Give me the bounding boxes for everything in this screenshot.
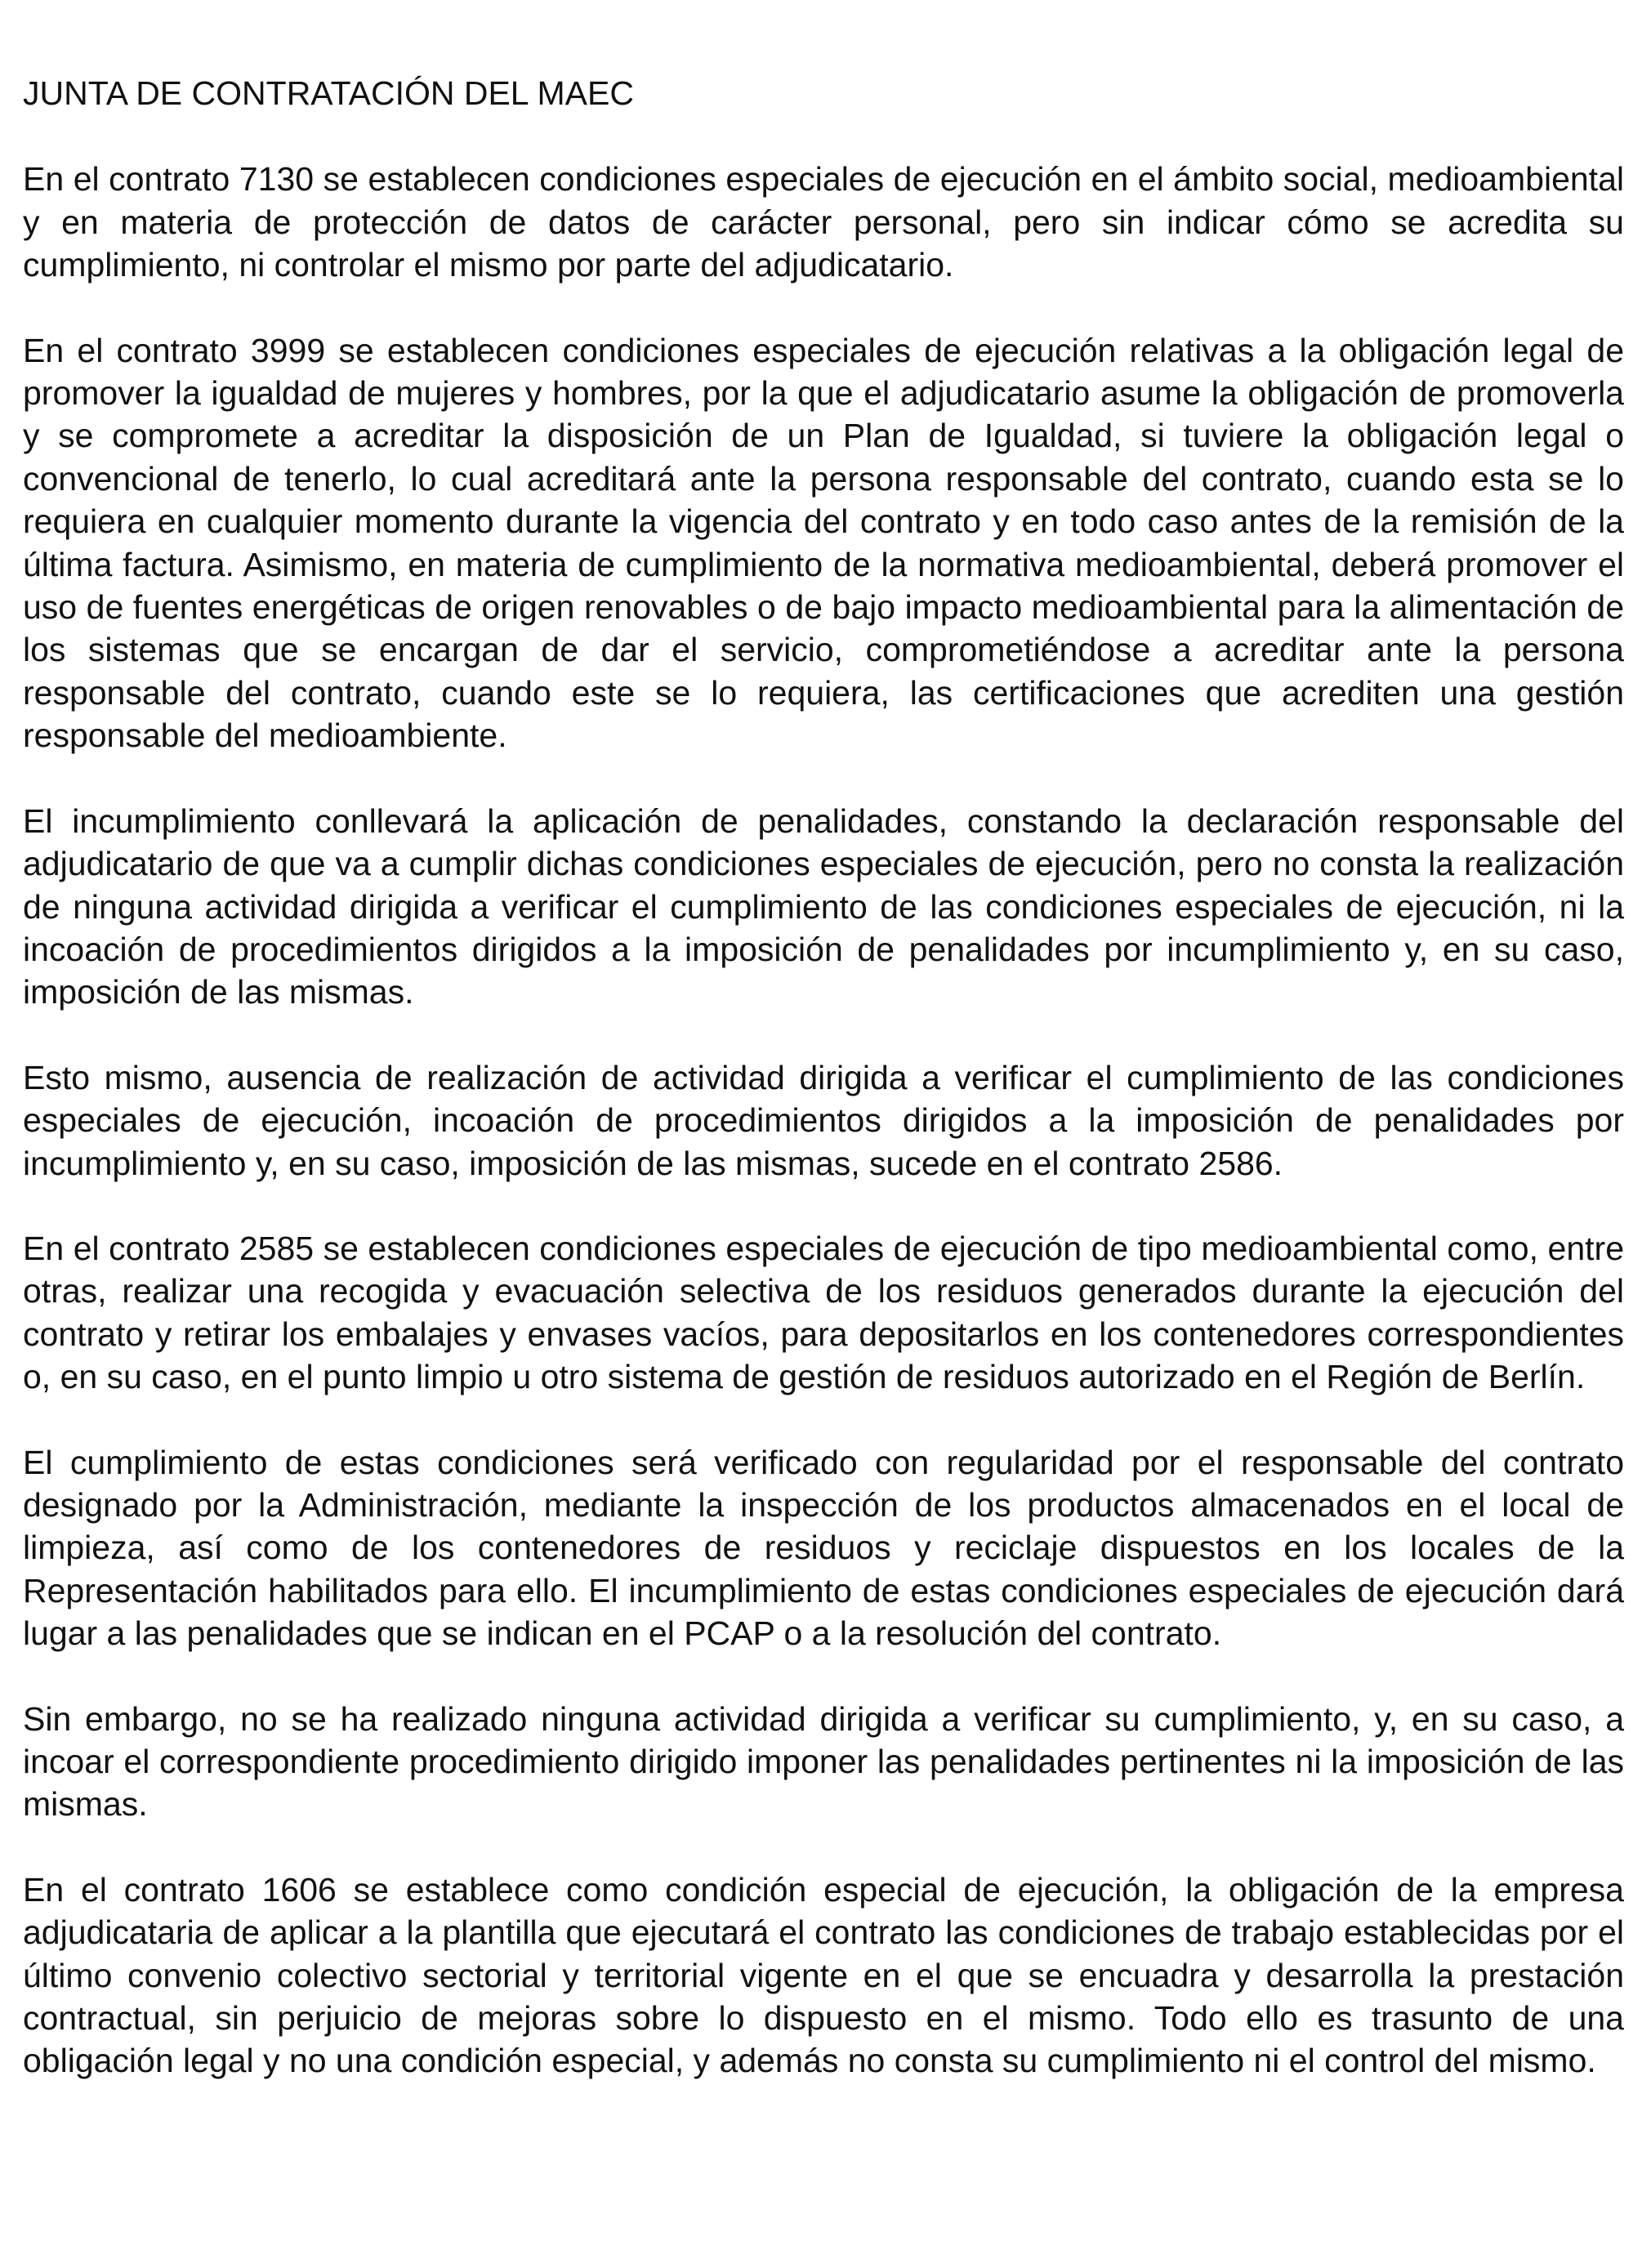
paragraph-contrato-2585: En el contrato 2585 se establecen condiciones especiales de ejecución de tipo medioambiental como, entre otras, realizar una recogida y evacuación selectiva de los residuos generados durante la ejecución del contrato y retirar los embalajes y envases vacíos, para depositarlos en los contenedores correspondientes o, en su caso, en el punto limpio u otro sistema de gestión de residuos autorizado en el Región de Berlín.	[23, 1229, 1624, 1396]
paragraph-sin-embargo: Sin embargo, no se ha realizado ninguna actividad dirigida a verificar su cumplimiento, y, en su caso, a incoar el correspondiente procedimiento dirigido imponer las penalidades pertinentes ni la imposición de las mismas.	[23, 1699, 1624, 1824]
paragraph-contrato-1606: En el contrato 1606 se establece como condición especial de ejecución, la obligación de la empresa adjudicataria de aplicar a la plantilla que ejecutará el contrato las condiciones de trabajo establecidas por el último convenio colectivo sectorial y territorial vigente en el que se encuadra y desarrolla la prestación contractual, sin perjuicio de mejoras sobre lo dispuesto en el mismo. Todo ello es trasunto de una obligación legal y no una condición especial, y además no consta su cumplimiento ni el control del mismo.	[23, 1870, 1624, 2080]
paragraph-contrato-7130: En el contrato 7130 se establecen condiciones especiales de ejecución en el ámbito social, medioambiental y en materia de protección de datos de carácter personal, pero sin indicar cómo se acredita su cumplimiento, ni controlar el mismo por parte del adjudicatario.	[23, 160, 1624, 284]
document-page	[23, 72, 1624, 2125]
document-heading: JUNTA DE CONTRATACIÓN DEL MAEC	[23, 74, 634, 112]
paragraph-contrato-2586: Esto mismo, ausencia de realización de actividad dirigida a verificar el cumplimiento de las condiciones especiales de ejecución, incoación de procedimientos dirigidos a la imposición de penalidades por incumplimiento y, en su caso, imposición de las mismas, sucede en el contrato 2586.	[23, 1058, 1624, 1182]
paragraph-incumplimiento: El incumplimiento conllevará la aplicación de penalidades, constando la declaración responsable del adjudicatario de que va a cumplir dichas condiciones especiales de ejecución, pero no consta la realización de ninguna actividad dirigida a verificar el cumplimiento de las condiciones especiales de ejecución, ni la incoación de procedimientos dirigidos a la imposición de penalidades por incumplimiento y, en su caso, imposición de las mismas.	[23, 801, 1624, 1011]
paragraph-verificacion: El cumplimiento de estas condiciones será verificado con regularidad por el responsable del contrato designado por la Administración, mediante la inspección de los productos almacenados en el local de limpieza, así como de los contenedores de residuos y reciclaje dispuestos en los locales de la Representación habilitados para ello. El incumplimiento de estas condiciones especiales de ejecución dará lugar a las penalidades que se indican en el PCAP o a la resolución del contrato.	[23, 1443, 1624, 1653]
paragraph-contrato-3999: En el contrato 3999 se establecen condiciones especiales de ejecución relativas a la obligación legal de promover la igualdad de mujeres y hombres, por la que el adjudicatario asume la obligación de promoverla y se compromete a acreditar la disposición de un Plan de Igualdad, si tuviere la obligación legal o convencional de tenerlo, lo cual acreditará ante la persona responsable del contrato, cuando esta se lo requiera en cualquier momento durante la vigencia del contrato y en todo caso antes de la remisión de la última factura. Asimismo, en materia de cumplimiento de la normativa medioambiental, deberá promover el uso de fuentes energéticas de origen renovables o de bajo impacto medioambiental para la alimentación de los sistemas que se encargan de dar el servicio, comprometiéndose a acreditar ante la persona responsable del contrato, cuando este se lo requiera, las certificaciones que acrediten una gestión responsable del medioambiente.	[23, 331, 1624, 755]
